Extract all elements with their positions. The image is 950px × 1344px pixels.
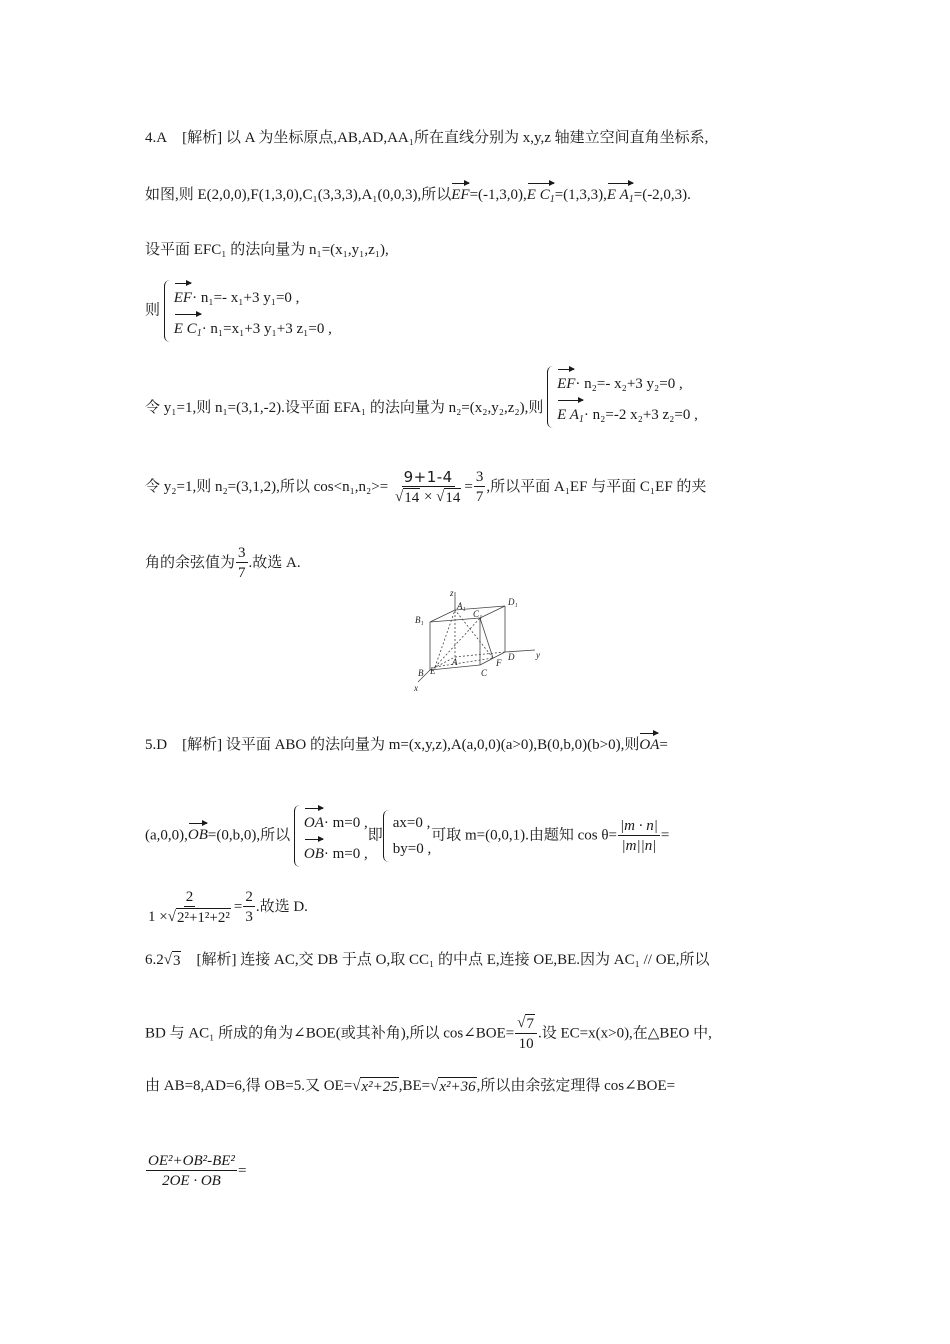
p6-line3: 由 AB=8,AD=6,得 OB=5.又 OE= √ x²+25 ,BE= √ x²+36 ,所以由余弦定理得 cos∠BOE= bbox=[145, 1078, 676, 1096]
fig-label-D1: D₁ bbox=[508, 597, 518, 607]
equation-system-3: OA· m=0 , OB· m=0 , bbox=[294, 805, 368, 867]
p4-line5: 令 y₁=1,则 n₁=(3,1,-2).设平面 EFA₁ 的法向量为 n₂=(x₂,y₂,z₂),则 EF· n₂=- x₂+3 y₂=0 , E $A_1\cdot n_2=-2$ x₂+3 z₂=0 , bbox=[145, 366, 698, 428]
p5-answer-fraction: $\frac{2}{3}$ bbox=[245, 889, 253, 926]
p5-line1: 5.D [解析] 设平面 ABO 的法向量为 m=(x,y,z),A(a,0,0)(a>0),B(0,b,0)(b>0),则OA= bbox=[145, 730, 668, 755]
p4-line7: 角的余弦值为 $\frac{3}{7}$ .故选 A. bbox=[145, 545, 301, 581]
fig-label-x: x bbox=[414, 683, 418, 693]
vec-EC1: E $C_1$ bbox=[527, 180, 555, 205]
vec-EF: EF bbox=[451, 180, 469, 205]
p4-label: 4.A bbox=[145, 130, 168, 146]
fig-label-B: B bbox=[418, 668, 424, 678]
cos-fraction: 9+1-4 √ 14 × √ 14 bbox=[394, 468, 461, 507]
cube-figure bbox=[410, 590, 550, 700]
fig-label-y: y bbox=[536, 650, 540, 660]
p4-system1: 则 EF· n₁=- x₁+3 y₁=0 , E $C_1\cdot n_1=x_1+3$ y₁+3 z₁=0 , bbox=[145, 280, 332, 342]
vec-OB: OB bbox=[188, 820, 208, 845]
fig-label-A1: A₁ bbox=[457, 601, 466, 611]
fig-label-E: E bbox=[430, 666, 436, 676]
p4-tag: [解析] bbox=[182, 130, 223, 146]
p5-line3: 2 1 × √ 2²+1²+2² = $\frac{2}{3}$ .故选 D. bbox=[148, 889, 308, 927]
fig-label-C: C bbox=[481, 668, 488, 678]
p6-line2: BD 与 AC₁ 所成的角为∠BOE(或其补角),所以 cos∠BOE= √ 7 10 .设 EC=x(x>0),在△BEO 中, bbox=[145, 1015, 712, 1053]
p5-line2: (a,0,0),OB=(0,b,0),所以 OA· m=0 , OB· m=0 , 即 ax=0 , by=0 , 可取 m=(0,0,1).由题知 cos θ= $\frac{|m \cdot n|}{|m||n|}$ = bbox=[145, 805, 669, 867]
p4-line2: 如图,则 E(2,0,0),F(1,3,0),C₁(3,3,3),A₁(0,0,3),所以EF=(-1,3,0),E $C_1=(1,3,3),E$ $A_1=(-2,0,3)$. bbox=[145, 180, 691, 205]
p6-law-of-cosines-fraction: $\frac{\text{OE²+OB²-BE²}}{2OE \cdot OB}$ bbox=[148, 1153, 235, 1189]
fig-label-C1: C₁ bbox=[473, 609, 483, 619]
vec-EA1: E $A_1$ bbox=[607, 180, 634, 205]
fig-label-D: D bbox=[508, 652, 515, 662]
fig-label-F: F bbox=[496, 658, 502, 668]
p4-line1 bbox=[145, 128, 708, 148]
equation-system-1: EF· n₁=- x₁+3 y₁=0 , E $C_1\cdot n_1=x_1+3$ y₁+3 z₁=0 , bbox=[164, 280, 332, 342]
fig-label-A: A bbox=[452, 657, 458, 667]
p4-line6: 令 y₂=1,则 n₂=(3,1,2),所以 cos<n₁,n₂>= 9+1-4 √ 14 × √ 14 = $\frac{3}{7}$ ,所以平面 A₁EF 与平面 C₁EF 的夹 bbox=[145, 468, 707, 507]
p6-line1: 6.2 √ 3 [解析] 连接 AC,交 DB 于点 O,取 CC₁ 的中点 E,连接 OE,BE.因为 AC₁ // OE,所以 bbox=[145, 952, 710, 970]
cos-theta-fraction: $\frac{|m \cdot n|}{|m||n|}$ bbox=[619, 817, 658, 854]
vec-OA: OA bbox=[639, 730, 659, 755]
fig-label-B1: B₁ bbox=[415, 615, 424, 625]
fig-label-z: z bbox=[450, 590, 454, 598]
equation-system-4: ax=0 , by=0 , bbox=[383, 810, 431, 862]
answer-fraction: $\frac{3}{7}$ bbox=[475, 469, 484, 506]
p5-fraction: 2 1 × √ 2²+1²+2² bbox=[148, 889, 230, 927]
p4-line3: 设平面 EFC₁ 的法向量为 n₁=(x₁,y₁,z₁), bbox=[145, 242, 389, 258]
p4-text1: 以 A 为坐标原点,AB,AD,AA₁所在直线分别为 x,y,z 轴建立空间直角坐标系, bbox=[225, 130, 709, 146]
p6-cos-fraction: √ 7 10 bbox=[515, 1014, 537, 1054]
answer-fraction-2: $\frac{3}{7}$ bbox=[238, 545, 246, 581]
equation-system-2: EF· n₂=- x₂+3 y₂=0 , E $A_1\cdot n_2=-2$ x₂+3 z₂=0 , bbox=[547, 366, 698, 428]
p6-line4: $\frac{\text{OE²+OB²-BE²}}{2OE \cdot OB}$ = bbox=[148, 1153, 247, 1189]
